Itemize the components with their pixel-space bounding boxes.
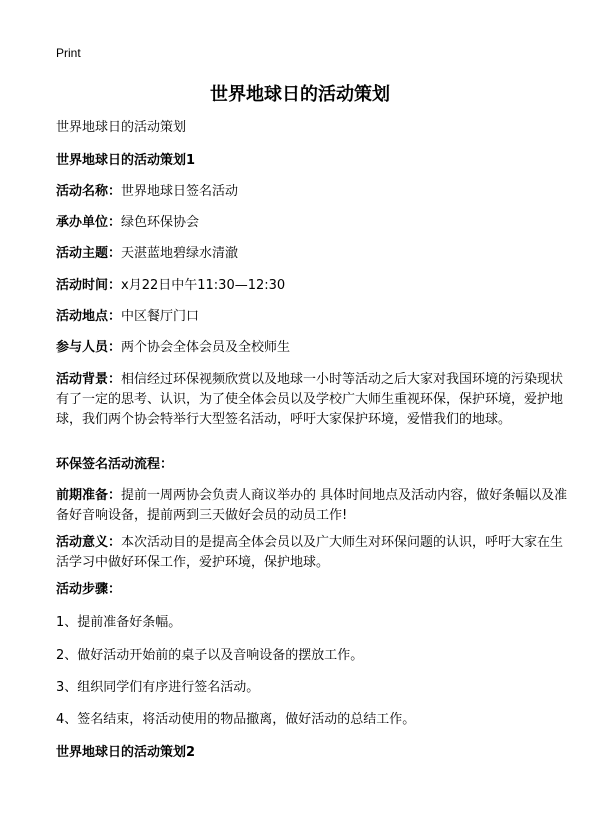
- field-participants: [56, 338, 576, 358]
- field-value: 绿色环保协会: [121, 215, 200, 230]
- meaning-paragraph: [56, 533, 570, 573]
- field-label: 活动名称：: [56, 184, 122, 199]
- list-item: 2、做好活动开始前的桌子以及音响设备的摆放工作。: [56, 648, 364, 663]
- field-label: 活动地点：: [56, 309, 122, 324]
- list-item: 4、签名结束，将活动使用的物品撤离，做好活动的总结工作。: [56, 712, 416, 727]
- field-theme: [56, 244, 576, 264]
- field-name: [56, 182, 576, 202]
- field-value: 两个协会全体会员及全校师生: [121, 340, 291, 355]
- field-value: 世界地球日签名活动: [121, 184, 239, 199]
- section-heading-2: 世界地球日的活动策划2: [56, 745, 196, 760]
- paragraph-label: 活动背景：: [56, 372, 122, 387]
- field-label: 承办单位：: [56, 215, 122, 230]
- print-link[interactable]: Print: [56, 46, 81, 60]
- flow-heading: 环保签名活动流程：: [56, 457, 174, 472]
- field-value: 中区餐厅门口: [121, 309, 200, 324]
- field-value: 天湛蓝地碧绿水清澈: [121, 246, 239, 261]
- list-item: 1、提前准备好条幅。: [56, 615, 182, 630]
- document-title: 世界地球日的活动策划: [210, 84, 390, 105]
- list-item: 3、组织同学们有序进行签名活动。: [56, 680, 260, 695]
- field-label: 活动主题：: [56, 246, 122, 261]
- paragraph-text: 相信经过环保视频欣赏以及地球一小时等活动之后大家对我国环境的污染现状有了一定的思考、认识，为了使全体会员以及学校广大师生重视环保，保护环境，爱护地球，我们两个协会特举行大型签名活动，呼吁大家保护环境，爱惜我们的地球。: [56, 372, 564, 427]
- steps-heading: 活动步骤：: [56, 582, 122, 597]
- subtitle: 世界地球日的活动策划: [56, 120, 187, 135]
- prep-paragraph: [56, 486, 570, 526]
- field-organizer: [56, 213, 576, 233]
- field-time: [56, 276, 576, 296]
- field-label: 参与人员：: [56, 340, 122, 355]
- paragraph-label: 活动意义：: [56, 535, 122, 550]
- field-value: x月22日中午11:30—12:30: [121, 278, 286, 293]
- paragraph-text: 提前一周两协会负责人商议举办的 具体时间地点及活动内容，做好条幅以及准备好音响设备，提前两到三天做好会员的动员工作!: [56, 488, 568, 523]
- field-place: [56, 307, 576, 327]
- section-heading-1: 世界地球日的活动策划1: [56, 153, 196, 168]
- background-paragraph: [56, 370, 570, 430]
- paragraph-text: 本次活动目的是提高全体会员以及广大师生对环保问题的认识，呼吁大家在生活学习中做好环保工作，爱护环境，保护地球。: [56, 535, 564, 570]
- field-label: 活动时间：: [56, 278, 122, 293]
- paragraph-label: 前期准备：: [56, 488, 122, 503]
